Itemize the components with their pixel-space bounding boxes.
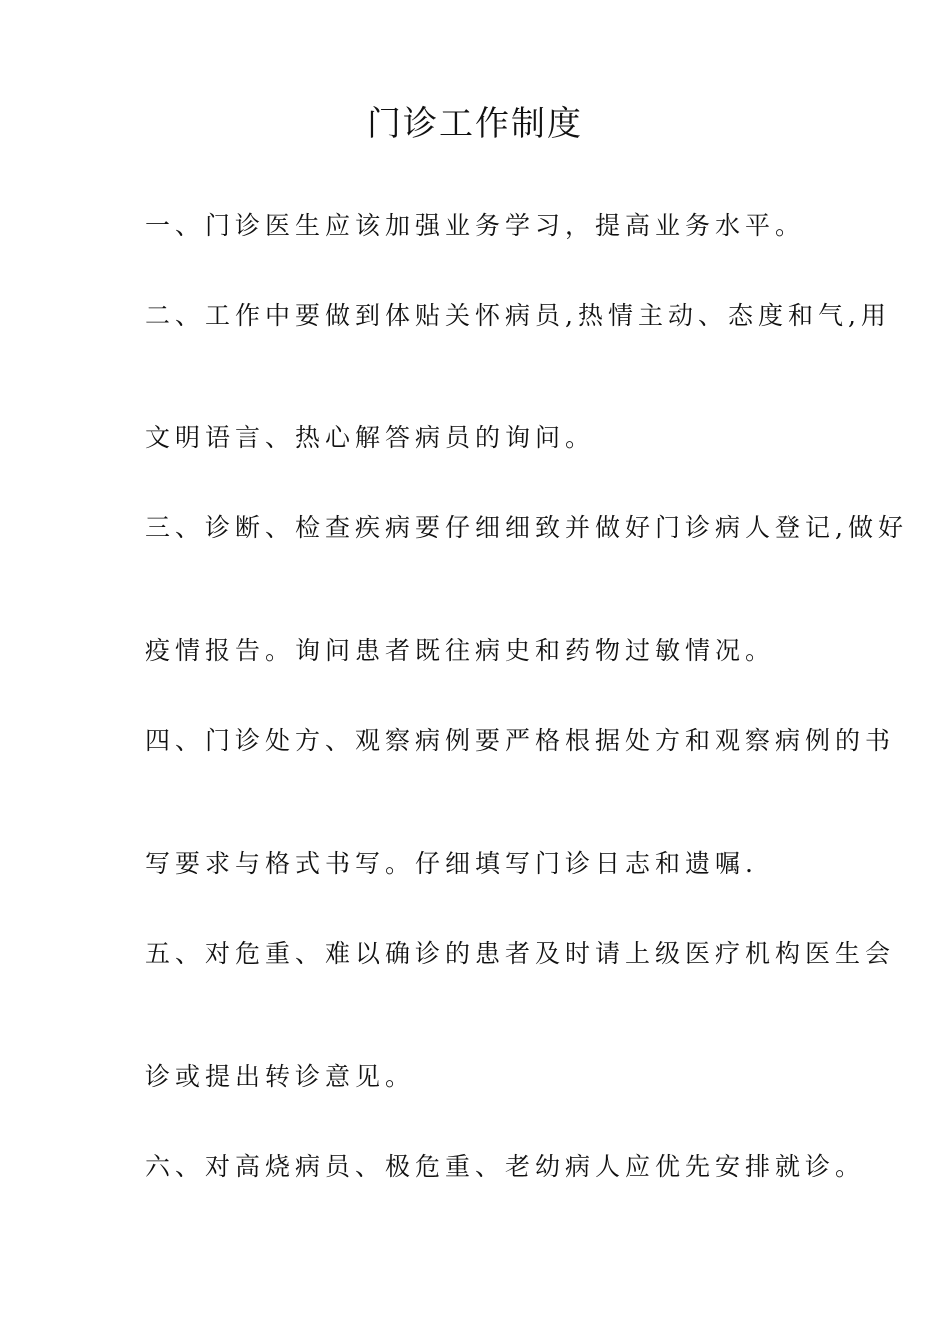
rule-3-line-1: 三、诊断、检查疾病要仔细细致并做好门诊病人登记,做好 <box>145 513 908 542</box>
document-title: 门诊工作制度 <box>367 104 583 144</box>
rule-4-line-1: 四、门诊处方、观察病例要严格根据处方和观察病例的书 <box>145 726 896 755</box>
rule-2-line-1: 二、工作中要做到体贴关怀病员,热情主动、态度和气,用 <box>145 301 891 330</box>
rule-6-line-1: 六、对高烧病员、极危重、老幼病人应优先安排就诊。 <box>145 1152 866 1181</box>
rule-4-line-2: 写要求与格式书写。仔细填写门诊日志和遗嘱. <box>145 849 758 878</box>
rule-2-line-2: 文明语言、热心解答病员的询问。 <box>145 423 596 452</box>
rule-1-line-1: 一、门诊医生应该加强业务学习，提高业务水平。 <box>145 211 806 240</box>
rule-5-line-1: 五、对危重、难以确诊的患者及时请上级医疗机构医生会 <box>145 939 896 968</box>
rule-3-line-2: 疫情报告。询问患者既往病史和药物过敏情况。 <box>145 636 776 665</box>
rule-5-line-2: 诊或提出转诊意见。 <box>145 1062 416 1091</box>
